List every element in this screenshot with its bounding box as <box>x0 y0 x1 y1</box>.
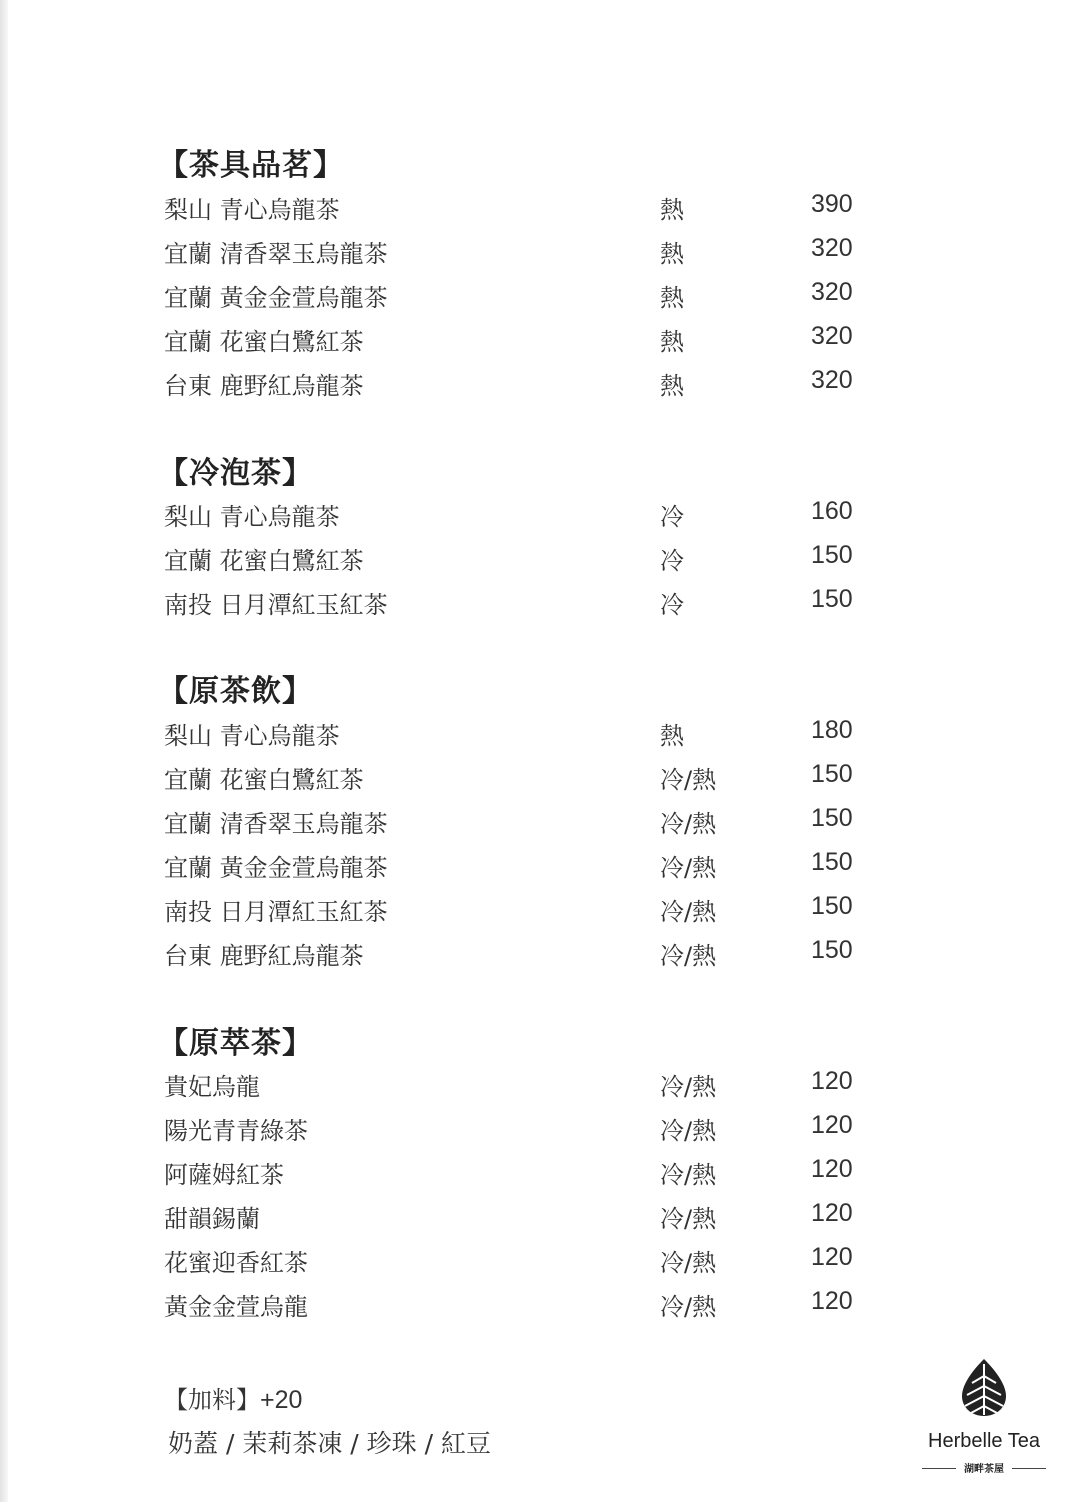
item-temp: 冷/熱 <box>660 1073 717 1101</box>
page-edge-shadow <box>0 0 8 1502</box>
item-temp: 熱 <box>660 722 684 750</box>
item-price: 150 <box>811 892 853 920</box>
menu-item <box>164 322 864 362</box>
item-price: 120 <box>811 1155 853 1183</box>
menu-item <box>164 366 864 406</box>
item-temp: 冷/熱 <box>660 854 717 882</box>
item-price: 320 <box>811 234 853 262</box>
divider <box>1012 1468 1046 1469</box>
menu-item <box>164 892 864 932</box>
item-name: 陽光青青綠茶 <box>164 1117 308 1145</box>
menu-item <box>164 760 864 800</box>
item-price: 150 <box>811 804 853 832</box>
item-name: 宜蘭 黃金金萱烏龍茶 <box>164 854 388 882</box>
item-temp: 冷/熱 <box>660 942 717 970</box>
menu-item <box>164 585 864 625</box>
menu-item <box>164 1155 864 1195</box>
item-temp: 熱 <box>660 328 684 356</box>
section-title: 【冷泡茶】 <box>158 456 313 491</box>
item-temp: 冷/熱 <box>660 810 717 838</box>
item-name: 甜韻錫蘭 <box>164 1205 260 1233</box>
item-name: 阿薩姆紅茶 <box>164 1161 284 1189</box>
item-price: 150 <box>811 936 853 964</box>
brand-subtitle-row <box>918 1460 1050 1476</box>
item-temp: 冷 <box>660 503 684 531</box>
item-name: 宜蘭 花蜜白鷺紅茶 <box>164 766 364 794</box>
menu-item <box>164 497 864 537</box>
item-name: 貴妃烏龍 <box>164 1073 260 1101</box>
item-price: 120 <box>811 1199 853 1227</box>
item-name: 台東 鹿野紅烏龍茶 <box>164 942 364 970</box>
item-price: 160 <box>811 497 853 525</box>
section-title: 【原茶飲】 <box>158 674 313 709</box>
item-name: 南投 日月潭紅玉紅茶 <box>164 591 388 619</box>
menu-item <box>164 936 864 976</box>
section-title: 【原萃茶】 <box>158 1026 313 1061</box>
item-temp: 冷/熱 <box>660 1161 717 1189</box>
item-name: 宜蘭 清香翠玉烏龍茶 <box>164 810 388 838</box>
brand-logo <box>918 1358 1050 1478</box>
menu-item <box>164 1199 864 1239</box>
item-price: 180 <box>811 716 853 744</box>
item-name: 黃金金萱烏龍 <box>164 1293 308 1321</box>
item-name: 南投 日月潭紅玉紅茶 <box>164 898 388 926</box>
menu-item <box>164 1067 864 1107</box>
menu-item <box>164 1111 864 1151</box>
item-temp: 冷/熱 <box>660 766 717 794</box>
item-temp: 冷/熱 <box>660 1249 717 1277</box>
brand-name: Herbelle Tea <box>928 1430 1040 1452</box>
item-temp: 熱 <box>660 196 684 224</box>
item-name: 台東 鹿野紅烏龍茶 <box>164 372 364 400</box>
item-name: 宜蘭 花蜜白鷺紅茶 <box>164 547 364 575</box>
item-price: 320 <box>811 366 853 394</box>
item-name: 花蜜迎香紅茶 <box>164 1249 308 1277</box>
menu-item <box>164 234 864 274</box>
item-price: 120 <box>811 1243 853 1271</box>
item-name: 宜蘭 花蜜白鷺紅茶 <box>164 328 364 356</box>
menu-item <box>164 716 864 756</box>
item-temp: 冷/熱 <box>660 1117 717 1145</box>
item-temp: 熱 <box>660 284 684 312</box>
item-price: 320 <box>811 322 853 350</box>
menu-item <box>164 848 864 888</box>
menu-item <box>164 1287 864 1327</box>
addon-label: 【加料】 <box>164 1386 260 1414</box>
item-price: 150 <box>811 585 853 613</box>
menu-item <box>164 190 864 230</box>
menu-item <box>164 1243 864 1283</box>
leaf-icon <box>960 1358 1008 1420</box>
item-price: 150 <box>811 848 853 876</box>
item-temp: 冷 <box>660 547 684 575</box>
brand-subtitle: 湖畔茶屋 <box>964 1464 1004 1475</box>
item-temp: 冷/熱 <box>660 1293 717 1321</box>
item-temp: 冷/熱 <box>660 898 717 926</box>
item-temp: 熱 <box>660 372 684 400</box>
item-price: 120 <box>811 1111 853 1139</box>
item-price: 320 <box>811 278 853 306</box>
item-price: 390 <box>811 190 853 218</box>
addon-price: +20 <box>260 1386 303 1414</box>
item-price: 150 <box>811 541 853 569</box>
menu-item <box>164 541 864 581</box>
addon-items: 奶蓋 / 茉莉茶凍 / 珍珠 / 紅豆 <box>168 1429 491 1458</box>
section-title: 【茶具品茗】 <box>158 148 344 183</box>
item-price: 120 <box>811 1067 853 1095</box>
menu-item <box>164 278 864 318</box>
item-temp: 熱 <box>660 240 684 268</box>
item-name: 宜蘭 黃金金萱烏龍茶 <box>164 284 388 312</box>
item-name: 梨山 青心烏龍茶 <box>164 503 340 531</box>
item-name: 梨山 青心烏龍茶 <box>164 722 340 750</box>
item-name: 宜蘭 清香翠玉烏龍茶 <box>164 240 388 268</box>
item-temp: 冷 <box>660 591 684 619</box>
item-price: 120 <box>811 1287 853 1315</box>
item-temp: 冷/熱 <box>660 1205 717 1233</box>
item-price: 150 <box>811 760 853 788</box>
item-name: 梨山 青心烏龍茶 <box>164 196 340 224</box>
menu-item <box>164 804 864 844</box>
addon-title <box>164 1380 302 1415</box>
